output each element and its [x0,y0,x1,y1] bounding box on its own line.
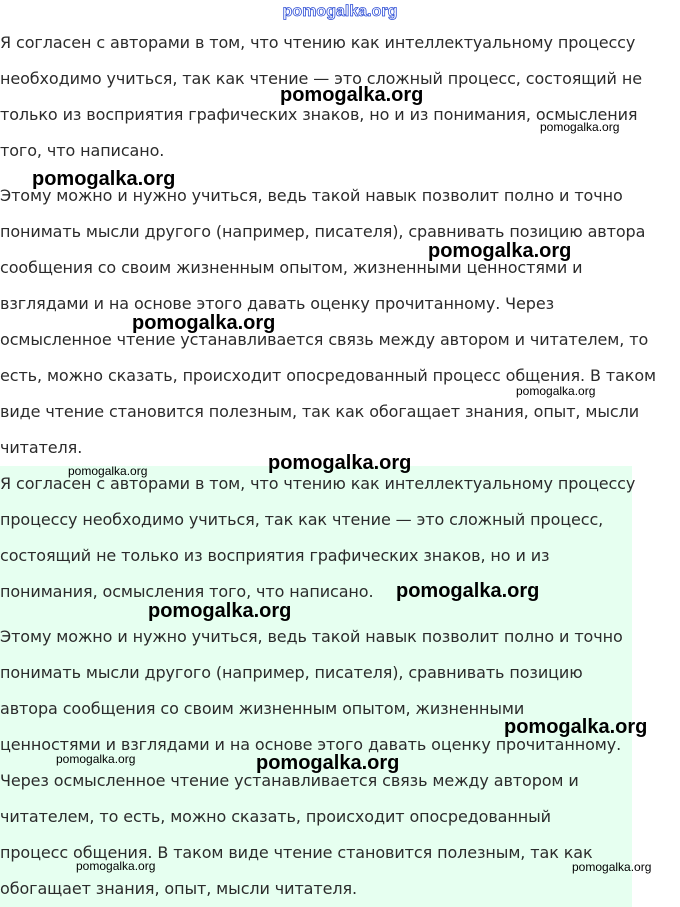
text-line: обогащает знания, опыт, мысли читателя. [0,879,357,898]
watermark: pomogalka.org [428,240,572,262]
section1-paragraph2 [0,178,656,466]
text-line: сообщения со своим жизненным опытом, жизненными ценностями и [0,258,583,277]
text-line: состоящий не только из восприятия графических знаков, но и из [0,546,550,565]
watermark: pomogalka.org [516,384,596,398]
text-line: ценностями и взглядами и на основе этого давать оценку прочитанному. [0,735,622,754]
watermark: pomogalka.org [56,752,136,766]
watermark: pomogalka.org [132,312,276,334]
text-line: Я согласен с авторами в том, что чтению как интеллектуальному процессу [0,474,636,493]
site-header-link[interactable]: pomogalka.org [282,3,398,20]
watermark: pomogalka.org [148,600,292,622]
text-line: автора сообщения со своим жизненным опытом, жизненными [0,699,525,718]
watermark: pomogalka.org [572,860,652,874]
watermark: pomogalka.org [268,452,412,474]
watermark: pomogalka.org [68,464,148,478]
text-line: понимания, осмысления того, что написано. [0,582,374,601]
watermark: pomogalka.org [540,120,620,134]
watermark: pomogalka.org [280,84,424,106]
watermark: pomogalka.org [504,716,648,738]
text-line: взглядами и на основе этого давать оценку прочитанному. Через [0,294,554,313]
text-line: Этому можно и нужно учиться, ведь такой навык позволит полно и точно [0,627,623,646]
text-line: читателя. [0,438,83,457]
section2-paragraph1 [0,466,635,610]
text-line: Этому можно и нужно учиться, ведь такой навык позволит полно и точно [0,186,623,205]
text-line: процессу необходимо учиться, так как чтение — это сложный процесс, [0,510,604,529]
text-line: виде чтение становится полезным, так как обогащает знания, опыт, мысли [0,402,640,421]
text-line: необходимо учиться, так как чтение — это сложный процесс, состоящий не [0,69,642,88]
text-line: только из восприятия графических знаков, но и из понимания, осмысления [0,105,638,124]
text-line: того, что написано. [0,141,165,160]
text-line: Через осмысленное чтение устанавливается связь между автором и [0,771,579,790]
text-line: осмысленное чтение устанавливается связь между автором и читателем, то [0,330,649,349]
text-line: Я согласен с авторами в том, что чтению как интеллектуальному процессу [0,33,636,52]
text-line: читателем, то есть, можно сказать, происходит опосредованный [0,807,551,826]
text-line: есть, можно сказать, происходит опосредованный процесс общения. В таком [0,366,657,385]
text-line: понимать мысли другого (например, писателя), сравнивать позицию [0,663,583,682]
watermark: pomogalka.org [256,752,400,774]
text-line: понимать мысли другого (например, писателя), сравнивать позицию автора [0,222,646,241]
watermark: pomogalka.org [396,580,540,602]
text-line: процесс общения. В таком виде чтение становится полезным, так как [0,843,593,862]
watermark: pomogalka.org [32,168,176,190]
watermark: pomogalka.org [76,859,156,873]
